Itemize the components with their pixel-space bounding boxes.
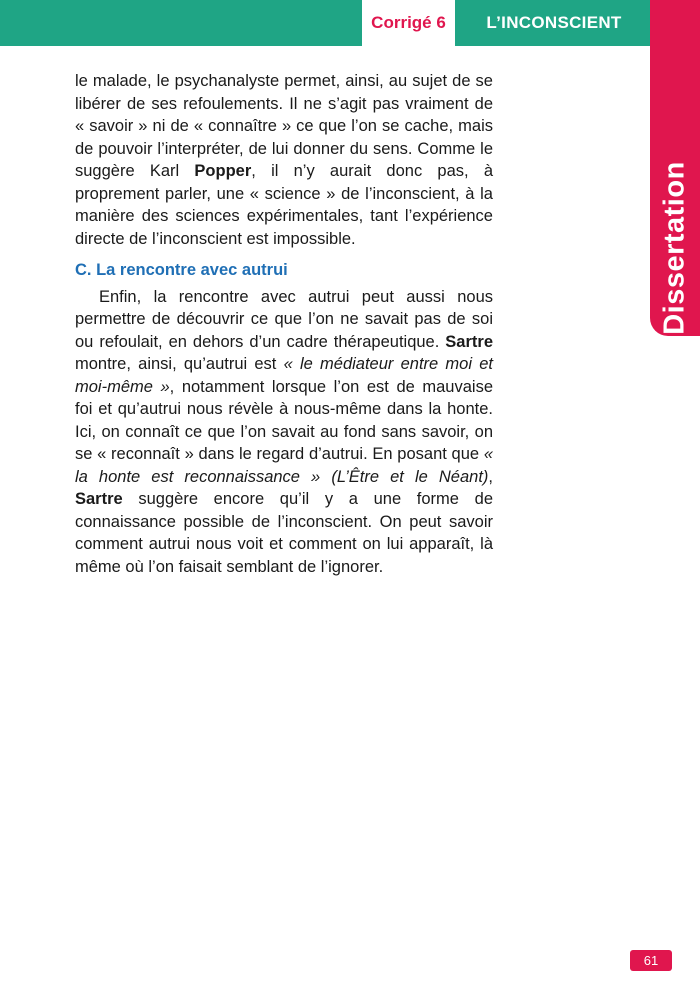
author-name: Popper [194, 162, 252, 180]
page-number: 61 [630, 950, 672, 971]
paragraph-text: suggère encore qu’il y a une forme de connaissance possible de l’inconscient. On peut savoir comment autrui nous voit et comment on lui apparaît, là même où l’on faisait semblant de l’ignorer. [75, 490, 493, 576]
page-content [75, 70, 493, 578]
paragraph-text: le malade, le psychanalyste permet, ainsi, au sujet de se libérer de ses refoulements. Il ne s’agit pas vraiment de « savoir » ni de « connaître » ce que l’on se cache, mais de pouvoir l’interpréter, de lui donner du sens. Comme le suggère Karl [75, 72, 493, 180]
author-name: Sartre [75, 490, 123, 508]
section-side-tab [650, 0, 700, 336]
section-tab-label: Dissertation [658, 161, 691, 335]
section-heading: C. La rencontre avec autrui [75, 261, 288, 279]
author-name: Sartre [445, 332, 493, 351]
paragraph-text: Enfin, la rencontre avec autrui peut aussi nous permettre de découvrir ce que l’on ne savait pas de soi ou refoulait, en dehors d’un cadre thérapeutique. [75, 287, 493, 351]
paragraph-text: , notamment lorsque l’on est de mauvaise foi et qu’autrui nous révèle à nous-même dans la honte. Ici, on connaît ce que l’on savait au fond sans savoir, on se « reconnaît » dans le regard d’autrui. En posant que [75, 377, 493, 463]
paragraph-text: , [488, 467, 493, 486]
paragraph-popper [75, 70, 493, 250]
chapter-title: L’INCONSCIENT [486, 13, 622, 32]
paragraph-text: , il n’y aurait donc pas, à proprement parler, une « science » de l’inconscient, à la manière des sciences expérimentales, tant l’expérience directe de l’inconscient est impossible. [75, 162, 494, 248]
quotation: « la honte est reconnaissance » (L’Être et le Néant) [75, 445, 493, 486]
paragraph-text: montre, ainsi, qu’autrui est [75, 355, 284, 373]
corrige-label: Corrigé 6 [362, 0, 455, 46]
paragraph-sartre [75, 286, 493, 579]
quotation: « le médiateur entre moi et moi-même » [75, 355, 493, 396]
